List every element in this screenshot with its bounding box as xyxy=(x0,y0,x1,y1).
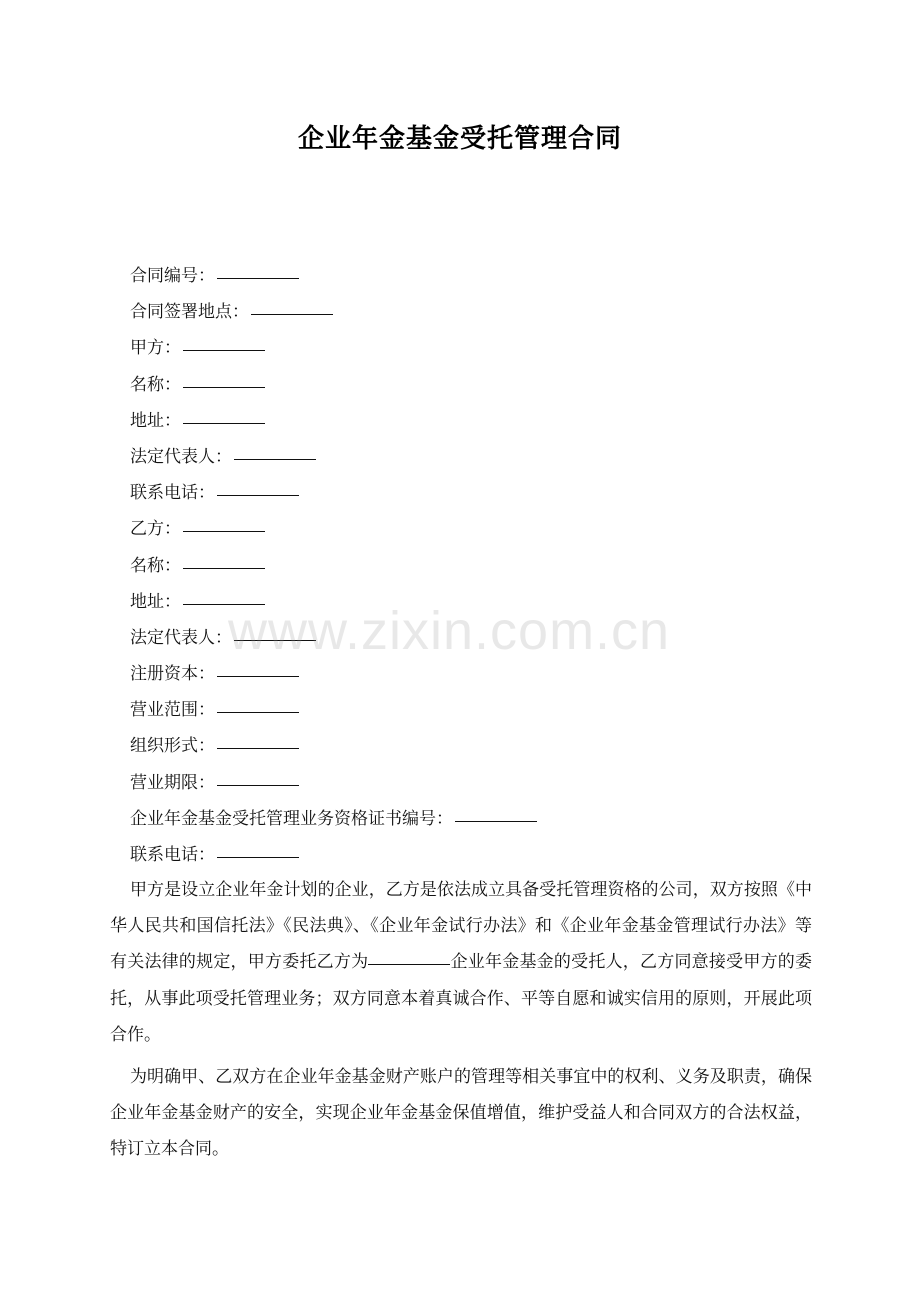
blank-line xyxy=(217,675,299,677)
contract-body xyxy=(110,872,812,1174)
blank-line xyxy=(217,494,299,496)
blank-line xyxy=(217,711,299,713)
field-party-b-phone xyxy=(130,837,820,873)
blank-line xyxy=(183,422,265,424)
field-party-b xyxy=(130,511,820,547)
field-label: 名称： xyxy=(130,555,181,576)
field-organization-form xyxy=(130,728,820,764)
field-label: 组织形式： xyxy=(130,736,215,757)
blank-line xyxy=(183,603,265,605)
field-label: 法定代表人： xyxy=(130,627,232,648)
field-label: 营业范围： xyxy=(130,700,215,721)
field-registered-capital xyxy=(130,656,820,692)
paragraph-text: 企业年金基金的受托人，乙方同意接受甲方的委托，从事此项受托管理业务；双方同意本着真诚合作、平等自愿和诚实信用的原则，开展此项合作。 xyxy=(110,952,813,1045)
blank-line xyxy=(217,277,299,279)
field-label: 企业年金基金受托管理业务资格证书编号： xyxy=(130,808,453,829)
field-label: 联系电话： xyxy=(130,483,215,504)
blank-line xyxy=(183,386,265,388)
watermark: www.zixin.com.cn xyxy=(228,601,671,661)
blank-line xyxy=(234,639,316,641)
field-label: 地址： xyxy=(130,410,181,431)
blank-line xyxy=(217,747,299,749)
field-signing-place xyxy=(130,294,820,330)
field-party-a-legal-rep xyxy=(130,439,820,475)
document-title: 企业年金基金受托管理合同 xyxy=(297,124,622,154)
blank-line xyxy=(183,349,265,351)
blank-line xyxy=(368,963,450,965)
blank-line xyxy=(183,567,265,569)
field-contract-number xyxy=(130,258,820,294)
field-label: 注册资本： xyxy=(130,664,215,685)
field-label: 甲方： xyxy=(130,338,181,359)
field-label: 营业期限： xyxy=(130,772,215,793)
field-label: 合同编号： xyxy=(130,266,215,286)
blank-line xyxy=(455,820,537,822)
contract-fields xyxy=(130,258,820,873)
field-party-b-legal-rep xyxy=(130,620,820,656)
blank-line xyxy=(234,458,316,460)
field-party-a xyxy=(130,330,820,366)
field-party-b-address xyxy=(130,584,820,620)
field-label: 法定代表人： xyxy=(130,446,232,467)
blank-line xyxy=(183,530,265,532)
paragraph-text: 甲方是设立企业年金计划的企业，乙方是依法成立具备受托管理资格的公司，双方按照《中华人民共和国信托法》《民法典》、《企业年金试行办法》和《企业年金基金管理试行办法》等有关法律的规定，甲方委托乙方为 xyxy=(110,880,812,973)
field-certificate-number xyxy=(130,801,820,837)
field-business-term xyxy=(130,765,820,801)
field-party-b-name xyxy=(130,548,820,584)
field-party-a-address xyxy=(130,403,820,439)
paragraph-preamble xyxy=(110,872,812,1053)
field-label: 联系电话： xyxy=(130,845,215,865)
paragraph-purpose: 为明确甲、乙双方在企业年金基金财产账户的管理等相关事宜中的权利、义务及职责，确保企业年金基金财产的安全，实现企业年金基金保值增值，维护受益人和合同双方的合法权益，特订立本合同。 xyxy=(110,1067,812,1160)
blank-line xyxy=(217,784,299,786)
blank-line xyxy=(251,313,333,315)
blank-line xyxy=(217,856,299,858)
field-party-a-name xyxy=(130,367,820,403)
field-party-a-phone xyxy=(130,475,820,511)
field-label: 合同签署地点： xyxy=(130,302,249,323)
field-business-scope xyxy=(130,692,820,728)
field-label: 名称： xyxy=(130,374,181,395)
field-label: 乙方： xyxy=(130,519,181,540)
field-label: 地址： xyxy=(130,591,181,612)
